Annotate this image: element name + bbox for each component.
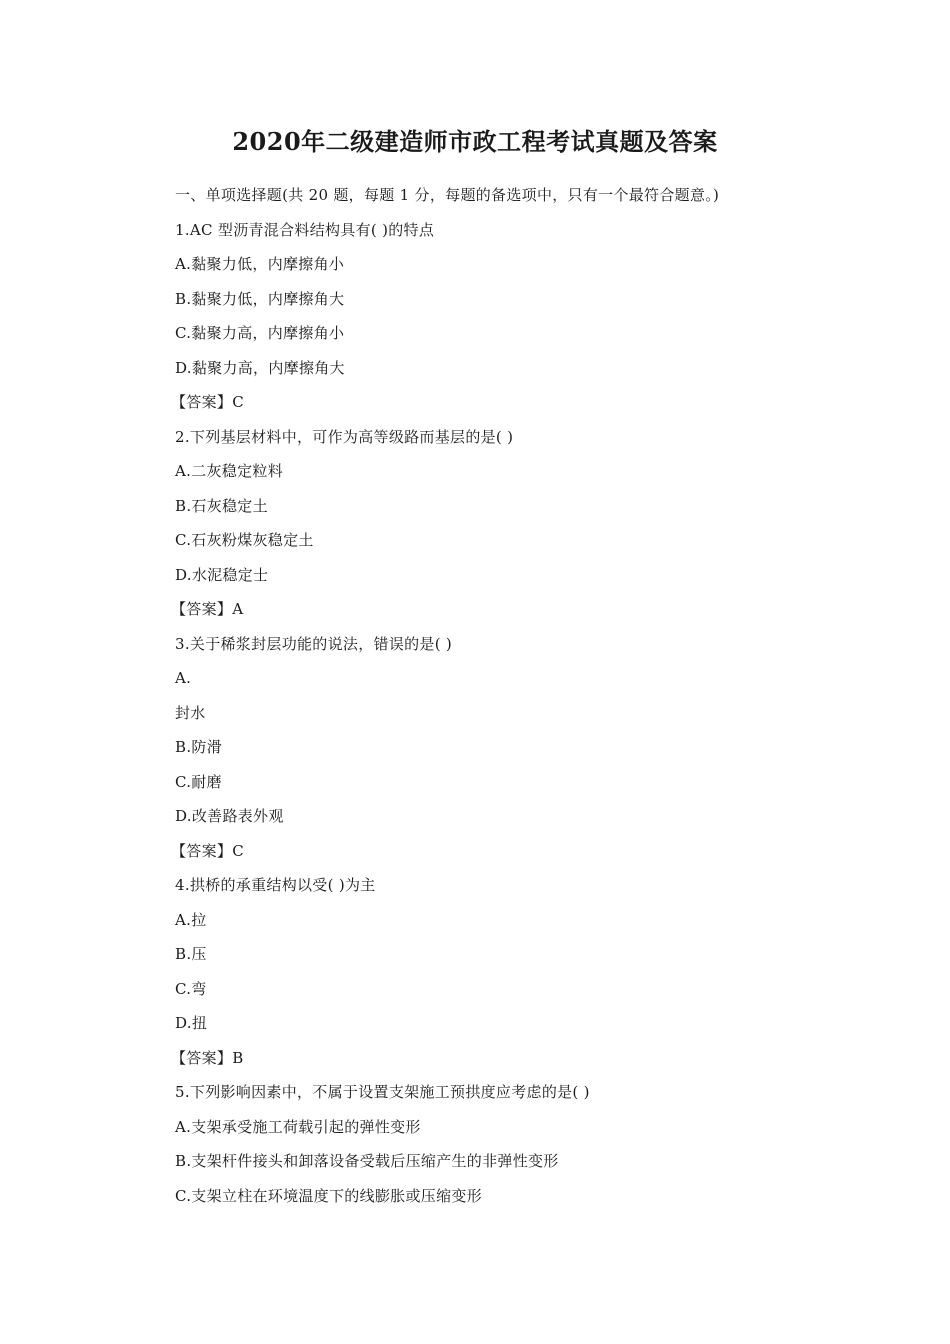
answer-option: B.压 <box>175 945 207 963</box>
answer-option: A.拉 <box>175 910 207 929</box>
answer-option: B.石灰稳定土 <box>175 496 268 515</box>
answer-option: B.支架杆件接头和卸落设备受载后压缩产生的非弹性变形 <box>175 1152 559 1170</box>
answer-option: A.支架承受施工荷载引起的弹性变形 <box>175 1117 421 1136</box>
answer-option: C.支架立柱在环境温度下的线膨胀或压缩变形 <box>175 1186 483 1205</box>
question-text: 3.关于稀浆封层功能的说法，错误的是( ) <box>175 634 453 653</box>
question-text: 5.下列影响因素中，不属于设置支架施工预拱度应考虑的是( ) <box>175 1083 590 1101</box>
answer-option: B.防滑 <box>175 738 222 756</box>
answer-key: 【答案】A <box>171 600 244 618</box>
answer-option: B.黏聚力低，内摩擦角大 <box>175 289 345 308</box>
answer-option: D.扭 <box>175 1014 208 1032</box>
answer-option: C.石灰粉煤灰稳定土 <box>175 531 314 549</box>
answer-option: A. <box>175 669 192 687</box>
answer-key: 【答案】C <box>171 393 244 411</box>
question-text: 4.拱桥的承重结构以受( )为主 <box>175 876 376 894</box>
answer-option: A.黏聚力低，内摩擦角小 <box>175 255 345 273</box>
question-text: 1.AC 型沥青混合料结构具有( )的特点 <box>175 220 435 239</box>
answer-option: 封水 <box>175 703 206 722</box>
answer-key: 【答案】B <box>171 1048 244 1067</box>
answer-key: 【答案】C <box>171 841 244 860</box>
answer-option: C.耐磨 <box>175 772 222 791</box>
answer-option: C.黏聚力高，内摩擦角小 <box>175 324 345 342</box>
section-heading: 一、单项选择题(共 20 题，每题 1 分，每题的备选项中，只有一个最符合题意。) <box>175 186 720 204</box>
answer-option: D.改善路表外观 <box>175 807 284 825</box>
answer-option: C.弯 <box>175 979 207 998</box>
answer-option: D.黏聚力高，内摩擦角大 <box>175 358 345 377</box>
answer-option: D.水泥稳定士 <box>175 565 269 584</box>
question-text: 2.下列基层材料中，可作为高等级路而基层的是( ) <box>175 427 514 446</box>
document-body <box>171 178 875 1213</box>
document-title: 2020年二级建造师市政工程考试真题及答案 <box>232 127 718 156</box>
answer-option: A.二灰稳定粒料 <box>175 462 284 480</box>
